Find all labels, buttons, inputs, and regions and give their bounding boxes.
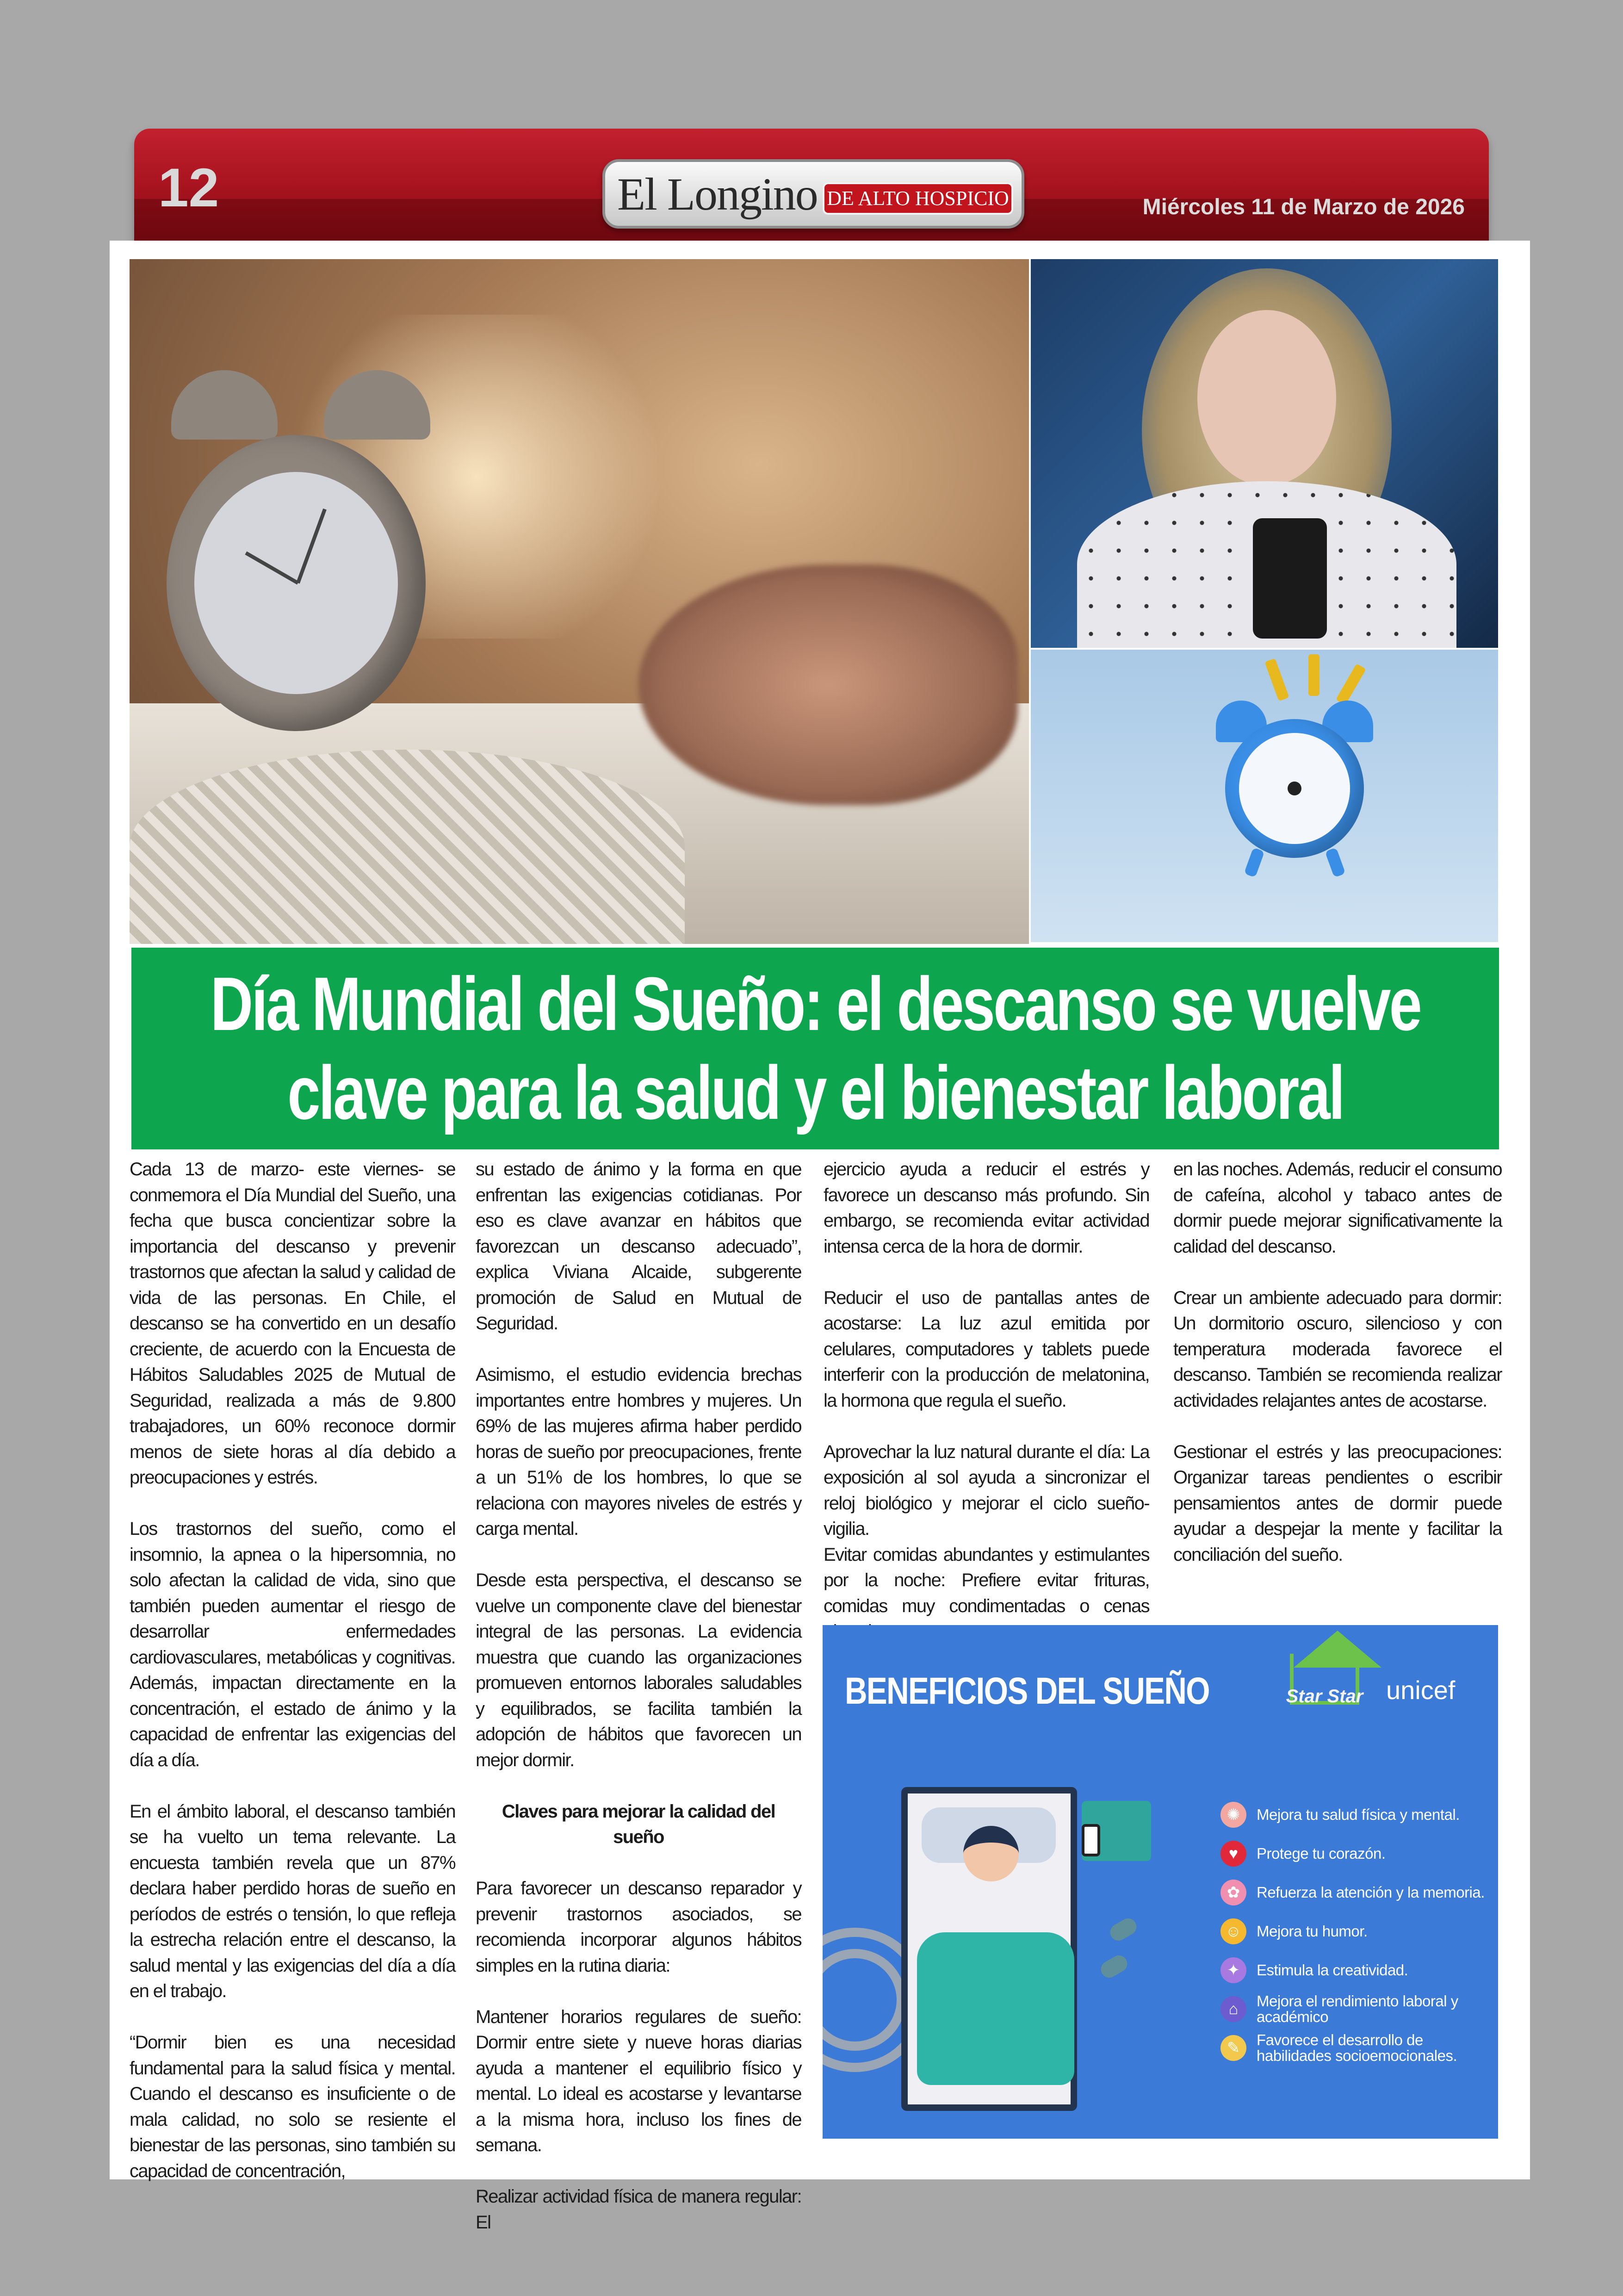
paragraph: Reducir el uso de pantallas antes de acostarse: La luz azul emitida por celulares, computadores y tablets puede interferir con la producción de melatonina, la hormona que regula el sueño.: [824, 1287, 1149, 1411]
woman-with-phone-photo: [1031, 259, 1498, 648]
benefit-text: Favorece el desarrollo de habilidades socioemocionales.: [1257, 2031, 1457, 2064]
unicef-logo: unicef: [1386, 1675, 1456, 1705]
page-number: 12: [158, 157, 219, 218]
paragraph: Desde esta perspectiva, el descanso se vuelve un componente clave del bienestar integral de las personas. La evidencia muestra que cuando las organizaciones promueven entornos laborales saludables y equilibrados, se facilita también la adopción de hábitos que favorecen un mejor dormir.: [476, 1570, 801, 1770]
article-column-2: [476, 1157, 801, 2235]
school-icon: ⌂: [1220, 1996, 1246, 2022]
paragraph: Mantener horarios regulares de sueño: Dormir entre siete y nueve horas diarias ayuda a mantener el equilibrio físico y mental. Lo ideal es acostarse y levantarse a la misma hora, incluso los fines de semana.: [476, 2006, 801, 2155]
article-column-1: [130, 1157, 455, 2184]
list-item: [1220, 1834, 1489, 1873]
paragraph: En el ámbito laboral, el descanso también se ha vuelto un tema relevante. La encuesta también revela que un 87% declara haber perdido horas de sueño en períodos de estrés o tensión, lo que refleja la estrecha relación entre el descanso, la salud mental y las exigencias del día a día en el trabajo.: [130, 1801, 455, 2001]
newspaper-tag: DE ALTO HOSPICIO: [823, 182, 1013, 215]
lightbulb-icon: ✦: [1220, 1957, 1246, 1983]
benefit-text: Estimula la creatividad.: [1257, 1961, 1408, 1979]
list-item: [1220, 1795, 1489, 1834]
paragraph: Evitar comidas abundantes y estimulantes por la noche: Prefiere evitar frituras, comidas muy condimentadas o cenas: [824, 1544, 1149, 1616]
headline: [210, 960, 1420, 1137]
paragraph: ejercicio ayuda a reducir el estrés y favorece un descanso más profundo. Sin embargo, se recomienda evitar actividad intensa cerca de la hora de dormir.: [824, 1159, 1149, 1257]
paragraph: Asimismo, el estudio evidencia brechas importantes entre hombres y mujeres. Un 69% de las mujeres afirma haber perdido horas de sueño por preocupaciones, frente a un 51% de los hombres, lo que se relaciona con mayores niveles de estrés y carga mental.: [476, 1365, 801, 1539]
paragraph: Gestionar el estrés y las preocupaciones: Organizar tareas pendientes o escribir pensamientos antes de dormir puede ayudar a despejar la mente y facilitar la conciliación del sueño.: [1173, 1441, 1502, 1565]
paragraph: en las noches. Además, reducir el consumo de cafeína, alcohol y tabaco antes de dormir puede mejorar significativamente la calidad del descanso.: [1173, 1159, 1502, 1257]
paragraph: Aprovechar la luz natural durante el día: La exposición al sol ayuda a sincronizar el reloj biológico y mejorar el ciclo sueño-vigilia.: [824, 1441, 1149, 1539]
sleeping-woman-alarm-clock-photo: [130, 259, 1029, 944]
sleeping-person-illustration: [901, 1787, 1077, 2111]
smile-icon: ☺: [1220, 1918, 1246, 1944]
memory-icon: ✿: [1220, 1880, 1246, 1905]
article-column-3: [824, 1157, 1149, 1645]
issue-date: Miércoles 11 de Marzo de 2026: [1142, 195, 1465, 219]
paragraph: Realizar actividad física de manera regular: El: [476, 2186, 801, 2233]
benefit-text: Protege tu corazón.: [1257, 1845, 1386, 1862]
paragraph: Cada 13 de marzo- este viernes- se conmemora el Día Mundial del Sueño, una fecha que busca concientizar sobre la importancia del descanso y prevenir trastornos que afectan la salud y calidad de vida de las personas. En Chile, el descanso se ha convertido en un desafío creciente, de acuerdo con la Encuesta de Hábitos Saludables 2025 de Mutual de Seguridad, realizada a más de 9.800 trabajadores, un 60% reconoce dormir menos de siete horas al día debido a preocupaciones y estrés.: [130, 1159, 455, 1488]
headline-banner: [131, 948, 1499, 1149]
decorative-rings: [823, 1949, 906, 2051]
list-item: [1220, 2029, 1489, 2067]
partner-logo-text: Star Star: [1286, 1686, 1363, 1706]
benefit-text: Mejora tu humor.: [1257, 1923, 1368, 1940]
pencil-icon: ✎: [1220, 2035, 1246, 2061]
newspaper-header: [134, 129, 1489, 254]
section-subheading: Claves para mejorar la calidad del sueño: [502, 1801, 775, 1847]
sleep-benefits-infographic: [823, 1625, 1498, 2139]
newspaper-name: El Longino: [617, 168, 818, 220]
list-item: [1220, 1912, 1489, 1951]
paragraph: Para favorecer un descanso reparador y prevenir trastornos asociados, se recomienda incorporar algunos hábitos simples en la rutina diaria:: [476, 1878, 801, 1976]
paragraph: “Dormir bien es una necesidad fundamental para la salud física y mental. Cuando el descanso es insuficiente o de mala calidad, no solo se resiente el bienestar de las personas, sino también su capacidad de concentración,: [130, 2032, 455, 2181]
brain-icon: ✺: [1220, 1802, 1246, 1828]
benefits-list: [1220, 1795, 1489, 2067]
list-item: [1220, 1951, 1489, 1990]
newspaper-logo: [602, 159, 1024, 229]
slipper-icon: [1098, 1952, 1130, 1980]
list-item: [1220, 1990, 1489, 2029]
benefit-text: Mejora tu salud física y mental.: [1257, 1806, 1460, 1823]
infographic-title: BENEFICIOS DEL SUEÑO: [845, 1670, 1209, 1712]
list-item: [1220, 1873, 1489, 1912]
slipper-icon: [1107, 1915, 1140, 1943]
benefit-text: Refuerza la atención y la memoria.: [1257, 1884, 1485, 1901]
paragraph: Los trastornos del sueño, como el insomnio, la apnea o la hipersomnia, no solo afectan la calidad de vida, sino que también pueden aumentar el riesgo de desarrollar enfermedades cardiovasculares, metabólicas y cognitivas. Además, impactan directamente en la concentración, el estado de ánimo y la capacidad de enfrentar las exigencias del día a día.: [130, 1519, 455, 1770]
heart-icon: ♥: [1220, 1841, 1246, 1867]
paragraph: su estado de ánimo y la forma en que enfrentan las exigencias cotidianas. Por eso es clave avanzar en hábitos que favorezcan un descanso adecuado”, explica Viviana Alcaide, subgerente promoción de Salud en Mutual de Seguridad.: [476, 1159, 801, 1334]
paragraph: Crear un ambiente adecuado para dormir: Un dormitorio oscuro, silencioso y con temperatura moderada favorece el descanso. También se recomienda realizar actividades relajantes antes de acostarse.: [1173, 1287, 1502, 1411]
article-column-4: [1173, 1157, 1502, 1568]
benefit-text: Mejora el rendimiento laboral y académico: [1257, 1992, 1458, 2025]
blue-alarm-clock-illustration: [1031, 650, 1498, 942]
headline-line-2: clave para la salud y el bienestar laboral: [287, 1050, 1344, 1135]
phone-icon: [1082, 1824, 1100, 1856]
partner-logo: [1281, 1644, 1369, 1746]
headline-line-1: Día Mundial del Sueño: el descanso se vuelve: [210, 962, 1420, 1046]
